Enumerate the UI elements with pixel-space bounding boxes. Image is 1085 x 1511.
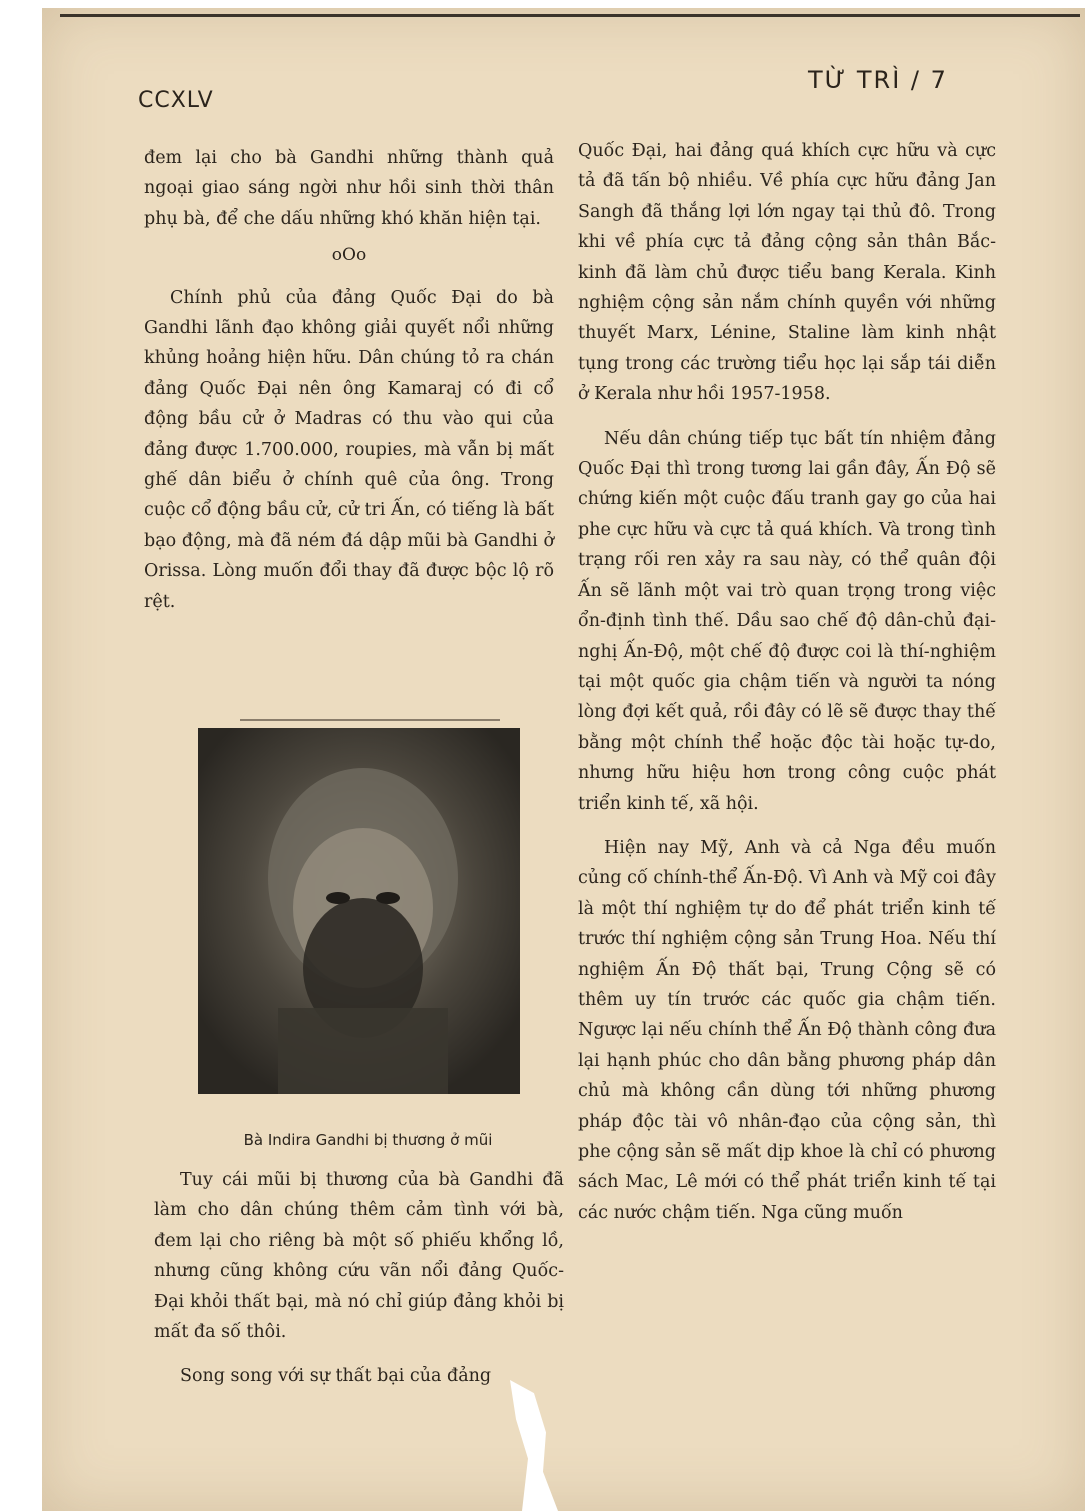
paragraph: Song song với sự thất bại của đảng: [180, 1366, 492, 1387]
left-column: [144, 143, 554, 617]
top-rule: [60, 14, 1080, 17]
paragraph: Nếu dân chúng tiếp tục bất tín nhiệm đảng Quốc Đại thì trong tương lai gần đây, Ấn Độ sẽ chứng kiến một cuộc đấu tranh gay go của hai phe cực hữu và cực tả quá khích. Và trong tình trạng rối ren xảy ra sau này, có thể quân đội Ấn sẽ lãnh một vai trò quan trọng trong việc ổn-định tình thế. Dầu sao chế độ dân-chủ đại-nghị Ấn-Độ, một chế độ được coi là thí-nghiệm tại một quốc gia chậm tiến và người ta nóng lòng đợi kết quả, rồi đây có lẽ sẽ được thay thế bằng một chính thể hoặc độc tài hoặc tự-do, nhưng hữu hiệu hơn trong công cuộc phát triển kinh tế, xã hội.: [578, 428, 996, 814]
left-column-lower: [154, 1165, 564, 1392]
paragraph: Tuy cái mũi bị thương của bà Gandhi đã làm cho dân chúng thêm cảm tình với bà, đem lại cho riêng bà một số phiếu khổng lồ, nhưng cũng không cứu vãn nổi đảng Quốc-Đại khỏi thất bại, mà nó chỉ giúp đảng khỏi bị mất đa số thôi.: [154, 1170, 564, 1343]
paragraph: Chính phủ của đảng Quốc Đại do bà Gandhi lãnh đạo không giải quyết nổi những khủng hoảng hiện hữu. Dân chúng tỏ ra chán đảng Quốc Đại nên ông Kamaraj có đi cổ động bầu cử ở Madras có thu vào qui của đảng được 1.700.000, roupies, mà vẫn bị mất ghế dân biểu ở chính quê của ông. Trong cuộc cổ động bầu cử, cử tri Ấn, có tiếng là bất bạo động, mà đã ném đá dập mũi bà Gandhi ở Orissa. Lòng muốn đổi thay đã được bộc lộ rõ rệt.: [144, 287, 554, 612]
page-number-roman: CCXLV: [138, 88, 214, 113]
paragraph: Hiện nay Mỹ, Anh và cả Nga đều muốn củng cố chính-thể Ấn-Độ. Vì Anh và Mỹ coi đây là một thí nghiệm tự do để phát triển kinh tế trước thí nghiệm cộng sản Trung Hoa. Nếu thí nghiệm Ấn Độ thất bại, Trung Cộng sẽ có thêm uy tín trước các quốc gia chậm tiến. Ngược lại nếu chính thể Ấn Độ thành công đưa lại hạnh phúc cho dân bằng phương pháp dân chủ mà không cần dùng tới những phương pháp độc tài vô nhân-đạo của cộng sản, thì phe cộng sản sẽ mất dịp khoe là chỉ có phương sách Mac, Lê mới có thể phát triển kinh tế tại các nước chậm tiến. Nga cũng muốn: [578, 837, 996, 1223]
photo-illustration: [198, 728, 520, 1094]
right-column: [578, 136, 996, 1228]
photo-indira-gandhi: [198, 728, 520, 1094]
photo-top-line: [240, 719, 500, 721]
photo-caption: Bà Indira Gandhi bị thương ở mũi: [243, 1131, 493, 1149]
section-separator: oOo: [331, 245, 367, 266]
paragraph: đem lại cho bà Gandhi những thành quả ngoại giao sáng ngời như hồi sinh thời thân phụ bà, để che dấu những khó khăn hiện tại.: [144, 148, 554, 229]
page-header-title: TỪ TRÌ / 7: [808, 66, 948, 94]
paragraph: Quốc Đại, hai đảng quá khích cực hữu và cực tả đã tấn bộ nhiều. Về phía cực hữu đảng Jan Sangh đã thắng lợi lớn ngay tại thủ đô. Trong khi về phía cực tả đảng cộng sản thân Bắc-kinh đã làm chủ được tiểu bang Kerala. Kinh nghiệm cộng sản nắm chính quyền với những thuyết Marx, Lénine, Staline làm kinh nhật tụng trong các trường tiểu học lại sắp tái diễn ở Kerala như hồi 1957-1958.: [578, 141, 996, 405]
